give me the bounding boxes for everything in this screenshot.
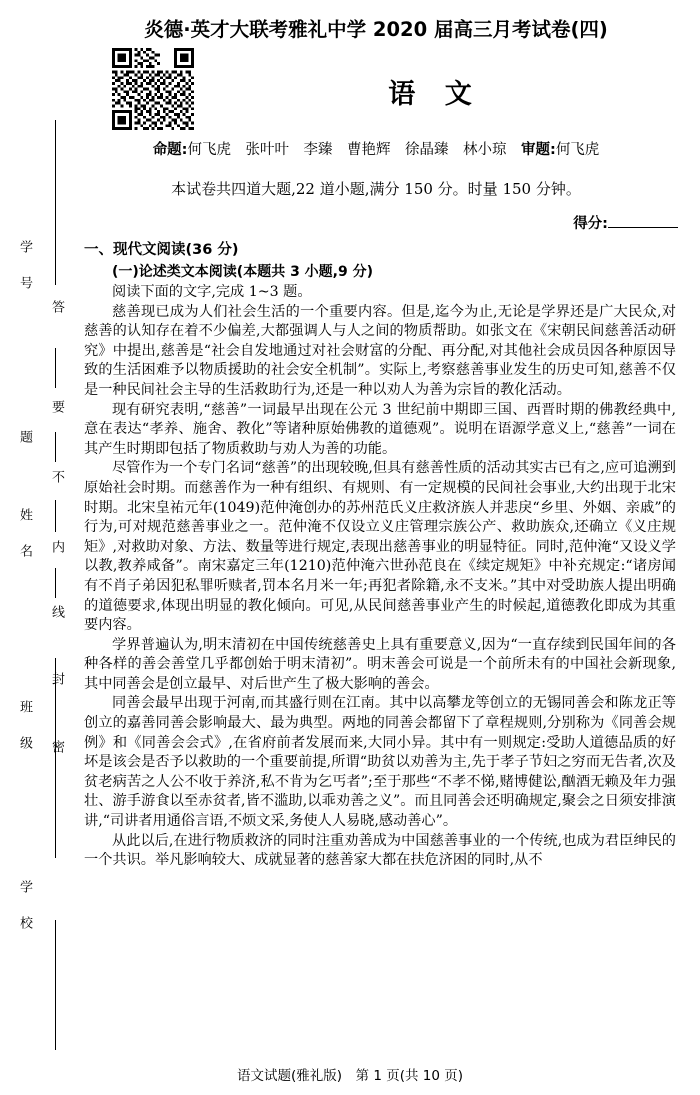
seal-word-nei: 内 [49, 540, 64, 558]
seal-divider [55, 920, 56, 1050]
seal-divider [55, 500, 56, 532]
document-body [84, 238, 676, 871]
score-label: 得分: [573, 216, 608, 232]
setter-label: 命题: [152, 142, 188, 158]
sealing-line-column [0, 0, 66, 1095]
seal-divider [55, 568, 56, 598]
body-paragraph: 从此以后,在进行物质救济的同时注重劝善成为中国慈善事业的一个传统,也成为君臣绅民的一个共识。举凡影响较大、成就显著的慈善家大都在扶危济困的同时,从不 [84, 832, 676, 869]
subject-title: 语 文 [388, 79, 482, 110]
score-blank [608, 213, 678, 228]
section-heading-1: 一、现代文阅读(36 分) [84, 242, 239, 258]
seal-word-feng: 封 [49, 672, 64, 690]
body-paragraph: 现有研究表明,“慈善”一词最早出现在公元 3 世纪前中期即三国、西晋时期的佛教经典中,意在表达“孝养、施舍、教化”等诸种原始佛教的道德观”。说明在语源学意义上,“慈善”一词在其产生时期即包括了物质救助与劝人为善的功能。 [84, 401, 676, 457]
body-paragraph: 慈善现已成为人们社会生活的一个重要内容。但是,迄今为止,无论是学界还是广大民众,对慈善的认知存在着不少偏差,大都强调人与人之间的物质帮助。如张文在《宋朝民间慈善活动研究》中提出,慈善是“社会自发地通过对社会财富的分配、再分配,对其他社会成员因各种原因导致的生活困难予以物质援助的社会安全机制”。实际上,考察慈善事业发生的历史可知,慈善不仅是一种民间社会主导的生活救助行为,还是一种以劝人为善为宗旨的教化活动。 [84, 303, 676, 398]
seal-field-student-id: 学 号 [17, 240, 32, 294]
setter-names: 何飞虎 张叶叶 李臻 曹艳辉 徐晶臻 林小琼 [187, 142, 521, 158]
score-field [573, 212, 678, 233]
credits-line [66, 138, 686, 159]
seal-divider [55, 120, 56, 285]
subsection-heading-1 [84, 261, 676, 281]
body-paragraph: 同善会最早出现于河南,而其盛行则在江南。其中以高攀龙等创立的无锡同善会和陈龙正等创立的嘉善同善会影响最大、最为典型。两地的同善会都留下了章程规则,分别称为《同善会规例》和《同善会会式》,在省府前者发展而来,大同小异。其中有一则规定:受助人道德品质的好坏是该会是否予以救助的一个重要前提,所谓“助贫以劝善为主,先于孝子节妇之穷而无告者,次及贫老病苦之人公不收于养济,私不肯为乞丐者”;至于那些“不孝不悌,赌博健讼,酗酒无赖及年力强壮、游手游食以至赤贫者,皆不滥助,以乖劝善之义”。而且同善会还明确规定,聚会之日须安排演讲,“司讲者用通俗言语,不烦文采,务使人人易晓,感动善心”。 [84, 695, 676, 830]
seal-word-xian: 线 [49, 605, 64, 623]
seal-field-school: 学 校 [17, 880, 32, 934]
seal-field-class: 班 级 [17, 700, 32, 754]
seal-word-yao: 要 [49, 400, 64, 418]
exam-info-line: 本试卷共四道大题,22 道小题,满分 150 分。时量 150 分钟。 [171, 180, 581, 198]
reviewer-name: 何飞虎 [555, 142, 600, 158]
subsection-title: (一)论述类文本阅读 [112, 264, 237, 280]
seal-field-name: 姓 名 [17, 508, 32, 562]
qr-code-icon [112, 48, 194, 130]
body-paragraph: 学界普遍认为,明末清初在中国传统慈善史上具有重要意义,因为“一直存续到民国年间的各种各样的善会善堂几乎都创始于明末清初”。明末善会可说是一个前所未有的中国社会新现象,其中同善会是创立最早、对后世产生了极大影响的善会。 [84, 636, 676, 692]
seal-divider [55, 348, 56, 388]
seal-word-bu: 不 [49, 470, 64, 488]
instruction-line: 阅读下面的文字,完成 1~3 题。 [112, 284, 312, 300]
seal-word-mi: 密 [49, 740, 64, 758]
seal-field-ti: 题 [17, 430, 32, 448]
page-footer: 语文试题(雅礼版) 第 1 页(共 10 页) [237, 1068, 463, 1084]
subsection-note: (本题共 3 小题,9 分) [236, 264, 374, 280]
body-paragraph: 尽管作为一个专门名词“慈善”的出现较晚,但具有慈善性质的活动其实古已有之,应可追溯到原始社会时期。而慈善作为一种有组织、有规则、有一定规模的民间社会事业,大约出现于北宋时期。北宋皇祐元年(1049)范仲淹创办的苏州范氏义庄救济族人并悲戾“乡里、外姻、亲戚”的行为,可对规范慈善事业之一。范仲淹不仅设立义庄管理宗族公产、救助族众,还确立《义庄规矩》,对救助对象、方法、数量等进行规定,表现出慈善事业的明显特征。同时,范仲淹“又设义学以教,教养咸备”。南宋嘉定三年(1210)范仲淹六世孙范良在《续定规矩》中补充规定:“诸房闻有不肖子弟因犯私罪听赎者,罚本名月米一年;再犯者除籍,永不支米。”其中对受助族人提出明确的道德要求,体现出明显的教化倾向。可见,从民间慈善事业产生的时候起,道德教化即成为其重要内容。 [84, 460, 676, 634]
seal-word-da: 答 [49, 300, 64, 318]
seal-divider [55, 432, 56, 462]
reviewer-label: 审题: [521, 142, 556, 158]
page-title: 炎德·英才大联考雅礼中学 2020 届高三月考试卷(四) [144, 18, 608, 41]
